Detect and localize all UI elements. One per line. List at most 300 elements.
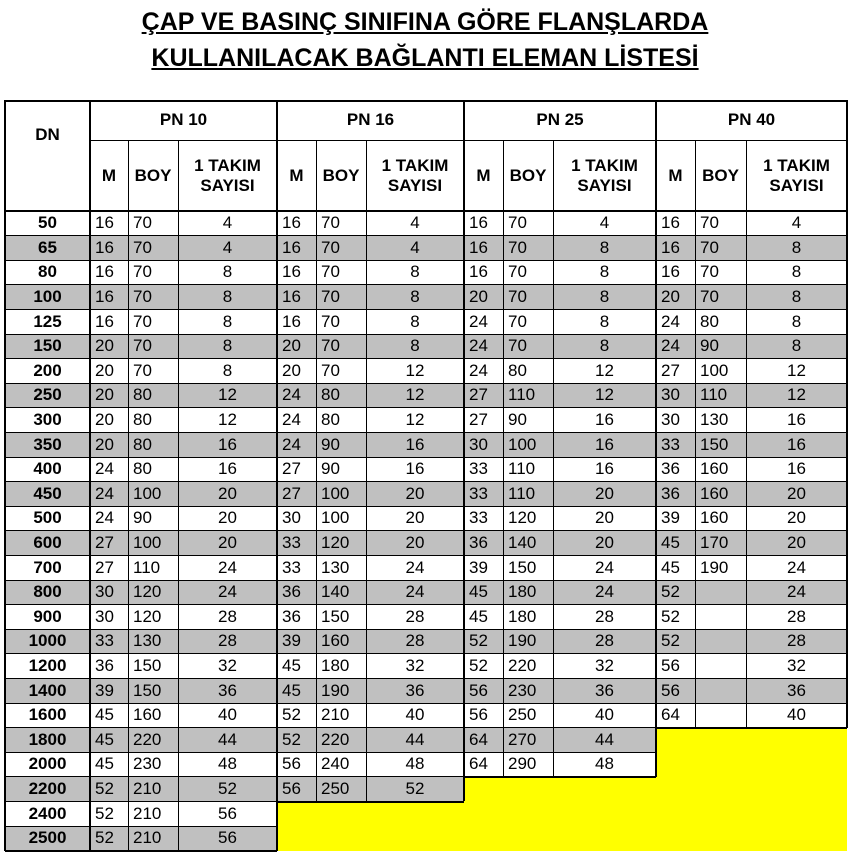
grid-line xyxy=(656,481,847,482)
grid-line xyxy=(464,776,656,778)
boy-value xyxy=(695,654,746,679)
grid-line xyxy=(90,235,277,236)
boy-value: 70 xyxy=(508,213,527,233)
takim-sayisi-value: 24 xyxy=(595,557,614,577)
m-value: 16 xyxy=(469,262,488,282)
m-value: 45 xyxy=(469,582,488,602)
boy-value xyxy=(695,678,746,703)
grid-line xyxy=(656,580,847,581)
grid-line xyxy=(656,653,847,654)
grid-line xyxy=(276,100,278,211)
boy-value: 190 xyxy=(700,557,729,577)
m-value: 64 xyxy=(661,705,680,725)
grid-line xyxy=(464,604,656,605)
takim-sayisi-value: 8 xyxy=(222,311,233,331)
m-value: 56 xyxy=(282,754,301,774)
m-value: 45 xyxy=(661,557,680,577)
m-value: 36 xyxy=(469,533,488,553)
grid-line xyxy=(4,211,6,851)
grid-line xyxy=(656,678,847,679)
grid-line xyxy=(5,235,90,236)
grid-line xyxy=(5,801,90,802)
takim-sayisi-value: 56 xyxy=(218,803,237,823)
grid-line xyxy=(695,211,696,728)
grid-line xyxy=(656,407,847,408)
boy-value: 140 xyxy=(508,533,537,553)
row-background xyxy=(277,801,464,826)
takim-sayisi-value: 12 xyxy=(595,385,614,405)
grid-line xyxy=(90,432,277,433)
grid-line xyxy=(90,580,277,581)
m-value: 16 xyxy=(282,287,301,307)
m-value: 27 xyxy=(282,459,301,479)
m-value: 16 xyxy=(282,213,301,233)
boy-value: 70 xyxy=(133,311,152,331)
boy-value: 120 xyxy=(321,533,350,553)
grid-line xyxy=(316,211,317,801)
grid-line xyxy=(366,211,367,801)
grid-line xyxy=(656,457,847,458)
grid-line xyxy=(90,629,277,630)
grid-line xyxy=(90,653,277,654)
boy-value: 70 xyxy=(321,237,340,257)
grid-line xyxy=(746,140,747,211)
boy-value: 130 xyxy=(321,557,350,577)
m-value: 64 xyxy=(469,729,488,749)
takim-sayisi-value: 20 xyxy=(218,533,237,553)
grid-line xyxy=(277,334,464,335)
dn-value: 150 xyxy=(33,336,62,356)
takim-sayisi-value: 16 xyxy=(595,459,614,479)
grid-line xyxy=(655,211,657,777)
takim-sayisi-value: 12 xyxy=(787,385,806,405)
takim-sayisi-value: 16 xyxy=(405,434,425,454)
m-value: 45 xyxy=(95,754,114,774)
grid-line xyxy=(277,309,464,310)
takim-sayisi-value: 12 xyxy=(595,360,614,380)
grid-line xyxy=(277,678,464,679)
takim-sayisi-value: 20 xyxy=(218,483,237,503)
grid-line xyxy=(5,309,90,310)
grid-line xyxy=(746,211,747,728)
grid-line xyxy=(5,383,90,384)
sub-header-takim-sayisi: 1 TAKIM SAYISI xyxy=(763,155,830,195)
grid-line xyxy=(90,407,277,408)
grid-line xyxy=(5,826,90,827)
grid-line xyxy=(277,801,464,803)
grid-line xyxy=(5,457,90,458)
boy-value: 230 xyxy=(133,754,162,774)
takim-sayisi-value: 36 xyxy=(405,680,425,700)
takim-sayisi-value: 8 xyxy=(410,262,420,282)
grid-line xyxy=(90,260,277,261)
sub-header-m: M xyxy=(101,165,117,185)
takim-sayisi-value: 16 xyxy=(787,459,806,479)
boy-value: 80 xyxy=(700,311,719,331)
takim-sayisi-value: 28 xyxy=(405,631,425,651)
group-header-pn16: PN 16 xyxy=(346,110,395,129)
boy-value: 70 xyxy=(321,287,340,307)
grid-line xyxy=(5,100,847,102)
grid-line xyxy=(464,457,656,458)
takim-sayisi-value: 20 xyxy=(405,533,425,553)
takim-sayisi-value: 40 xyxy=(218,705,237,725)
takim-sayisi-value: 16 xyxy=(218,459,237,479)
grid-line xyxy=(553,211,554,777)
sub-header-boy: BOY xyxy=(509,165,547,185)
grid-line xyxy=(90,284,277,285)
grid-line xyxy=(464,383,656,384)
boy-value: 130 xyxy=(700,410,729,430)
grid-line xyxy=(277,260,464,261)
grid-line xyxy=(89,100,91,211)
m-value: 36 xyxy=(282,606,301,626)
boy-value: 150 xyxy=(508,557,537,577)
grid-line xyxy=(90,678,277,679)
takim-sayisi-value: 24 xyxy=(218,557,237,577)
grid-line xyxy=(276,211,278,851)
grid-line xyxy=(90,506,277,507)
m-value: 16 xyxy=(95,213,114,233)
takim-sayisi-value: 36 xyxy=(595,680,614,700)
takim-sayisi-value: 12 xyxy=(787,360,806,380)
boy-value: 90 xyxy=(321,459,340,479)
grid-line xyxy=(5,629,90,630)
takim-sayisi-value: 12 xyxy=(405,360,425,380)
m-value: 20 xyxy=(95,360,114,380)
grid-line xyxy=(464,284,656,285)
takim-sayisi-value: 16 xyxy=(595,434,614,454)
takim-sayisi-value: 20 xyxy=(787,483,806,503)
m-value: 52 xyxy=(95,779,114,799)
boy-value: 250 xyxy=(321,779,350,799)
boy-value: 70 xyxy=(133,237,152,257)
grid-line xyxy=(5,555,90,556)
boy-value: 70 xyxy=(508,311,527,331)
dn-value: 65 xyxy=(38,237,57,257)
grid-line xyxy=(277,407,464,408)
grid-line xyxy=(553,140,554,211)
m-value: 33 xyxy=(469,508,488,528)
grid-line xyxy=(277,432,464,433)
dn-value: 300 xyxy=(33,410,62,430)
m-value: 39 xyxy=(661,508,680,528)
grid-line xyxy=(90,457,277,458)
grid-line xyxy=(464,530,656,531)
m-value: 24 xyxy=(95,483,114,503)
m-value: 45 xyxy=(95,729,114,749)
boy-value: 160 xyxy=(133,705,162,725)
grid-line xyxy=(463,211,465,801)
grid-line xyxy=(90,850,277,852)
m-value: 36 xyxy=(661,459,680,479)
takim-sayisi-value: 32 xyxy=(405,656,425,676)
takim-sayisi-value: 56 xyxy=(218,828,237,848)
takim-sayisi-value: 8 xyxy=(599,262,610,282)
boy-value xyxy=(695,605,746,630)
boy-value: 270 xyxy=(508,729,537,749)
grid-line xyxy=(656,260,847,261)
dn-value: 700 xyxy=(33,557,62,577)
sub-header-m: M xyxy=(476,165,491,185)
grid-line xyxy=(656,506,847,507)
group-header-pn40: PN 40 xyxy=(727,110,776,129)
boy-value: 70 xyxy=(321,311,340,331)
takim-sayisi-value: 8 xyxy=(599,287,610,307)
row-background xyxy=(464,826,656,851)
document-title-line-1: ÇAP VE BASINÇ SINIFINA GÖRE FLANŞLARDA xyxy=(141,8,709,36)
m-value: 27 xyxy=(469,410,488,430)
takim-sayisi-value: 44 xyxy=(595,729,614,749)
grid-line xyxy=(5,210,847,212)
grid-line xyxy=(5,260,90,261)
grid-line xyxy=(656,284,847,285)
grid-line xyxy=(656,334,847,335)
grid-line xyxy=(464,752,656,753)
grid-line xyxy=(846,100,848,211)
m-value: 16 xyxy=(282,237,301,257)
takim-sayisi-value: 8 xyxy=(410,287,420,307)
takim-sayisi-value: 8 xyxy=(791,336,802,356)
grid-line xyxy=(277,653,464,654)
grid-line xyxy=(90,140,847,141)
grid-line xyxy=(656,309,847,310)
m-value: 16 xyxy=(282,262,301,282)
takim-sayisi-value: 44 xyxy=(405,729,425,749)
grid-line xyxy=(5,506,90,507)
grid-line xyxy=(5,752,90,753)
takim-sayisi-value: 40 xyxy=(595,705,614,725)
boy-value: 80 xyxy=(321,385,340,405)
boy-value: 80 xyxy=(133,385,152,405)
sub-header-m: M xyxy=(668,165,683,185)
takim-sayisi-value: 4 xyxy=(791,213,802,233)
dn-value: 600 xyxy=(33,533,62,553)
m-value: 24 xyxy=(469,311,488,331)
takim-sayisi-value: 24 xyxy=(405,582,425,602)
m-value: 24 xyxy=(282,385,301,405)
boy-value: 220 xyxy=(508,656,537,676)
takim-sayisi-value: 24 xyxy=(218,582,237,602)
boy-value: 70 xyxy=(321,213,340,233)
m-value: 20 xyxy=(95,385,114,405)
row-background xyxy=(656,728,847,753)
boy-value: 70 xyxy=(700,213,719,233)
grid-line xyxy=(464,334,656,335)
m-value: 27 xyxy=(95,533,114,553)
takim-sayisi-value: 8 xyxy=(222,360,233,380)
takim-sayisi-value: 12 xyxy=(218,385,237,405)
grid-line xyxy=(5,530,90,531)
takim-sayisi-value: 24 xyxy=(787,582,806,602)
boy-value: 230 xyxy=(508,680,537,700)
takim-sayisi-value: 20 xyxy=(787,508,806,528)
takim-sayisi-value: 28 xyxy=(218,606,237,626)
boy-value: 190 xyxy=(321,680,350,700)
boy-value: 140 xyxy=(321,582,350,602)
m-value: 16 xyxy=(95,262,114,282)
takim-sayisi-value: 28 xyxy=(595,631,614,651)
takim-sayisi-value: 20 xyxy=(595,508,614,528)
boy-value: 70 xyxy=(700,237,719,257)
boy-value: 160 xyxy=(700,483,729,503)
boy-value: 120 xyxy=(508,508,537,528)
grid-line xyxy=(464,580,656,581)
grid-line xyxy=(90,309,277,310)
m-value: 33 xyxy=(469,459,488,479)
m-value: 16 xyxy=(469,213,488,233)
boy-value: 70 xyxy=(133,213,152,233)
m-value: 52 xyxy=(469,656,488,676)
takim-sayisi-value: 24 xyxy=(405,557,425,577)
group-header-pn25: PN 25 xyxy=(536,110,584,129)
m-value: 24 xyxy=(469,336,488,356)
boy-value: 160 xyxy=(321,631,350,651)
m-value: 52 xyxy=(469,631,488,651)
dn-value: 1600 xyxy=(28,705,67,725)
boy-value: 160 xyxy=(700,459,729,479)
boy-value: 210 xyxy=(133,803,162,823)
takim-sayisi-value: 48 xyxy=(218,754,237,774)
grid-line xyxy=(178,211,179,851)
m-value: 52 xyxy=(661,582,680,602)
m-value: 30 xyxy=(95,582,114,602)
takim-sayisi-value: 16 xyxy=(218,434,237,454)
dn-value: 2200 xyxy=(28,779,67,799)
sub-header-takim-sayisi: 1 TAKIM SAYISI xyxy=(194,155,261,195)
takim-sayisi-value: 32 xyxy=(218,656,237,676)
takim-sayisi-value: 8 xyxy=(410,311,420,331)
m-value: 56 xyxy=(661,680,680,700)
grid-line xyxy=(464,309,656,310)
m-value: 45 xyxy=(469,606,488,626)
takim-sayisi-value: 28 xyxy=(787,606,806,626)
m-value: 33 xyxy=(661,434,680,454)
takim-sayisi-value: 16 xyxy=(787,434,806,454)
grid-line xyxy=(464,260,656,261)
boy-value: 70 xyxy=(321,360,340,380)
grid-line xyxy=(656,358,847,359)
grid-line xyxy=(277,506,464,507)
boy-value: 110 xyxy=(508,483,536,503)
m-value: 52 xyxy=(661,631,680,651)
dn-value: 350 xyxy=(33,434,62,454)
boy-value: 70 xyxy=(508,262,527,282)
row-background xyxy=(656,752,847,777)
takim-sayisi-value: 8 xyxy=(222,287,233,307)
grid-line xyxy=(90,383,277,384)
m-value: 16 xyxy=(282,311,301,331)
grid-line xyxy=(464,703,656,704)
grid-line xyxy=(5,432,90,433)
takim-sayisi-value: 20 xyxy=(595,483,614,503)
boy-value: 70 xyxy=(508,336,527,356)
takim-sayisi-value: 8 xyxy=(222,262,233,282)
takim-sayisi-value: 44 xyxy=(218,729,237,749)
boy-value: 100 xyxy=(700,360,729,380)
grid-line xyxy=(656,432,847,433)
m-value: 24 xyxy=(661,311,680,331)
boy-value: 110 xyxy=(700,385,728,405)
row-background xyxy=(464,801,656,826)
m-value: 30 xyxy=(469,434,488,454)
dn-value: 80 xyxy=(38,262,57,282)
group-header-pn10: PN 10 xyxy=(159,110,208,129)
grid-line xyxy=(656,727,847,729)
m-value: 24 xyxy=(95,508,114,528)
grid-line xyxy=(277,604,464,605)
m-value: 16 xyxy=(95,237,114,257)
m-value: 20 xyxy=(95,434,114,454)
boy-value: 150 xyxy=(700,434,729,454)
dn-value: 450 xyxy=(33,483,62,503)
grid-line xyxy=(655,100,657,211)
takim-sayisi-value: 20 xyxy=(595,533,614,553)
boy-value: 110 xyxy=(508,459,536,479)
m-value: 33 xyxy=(469,483,488,503)
boy-value: 70 xyxy=(700,287,719,307)
grid-line xyxy=(90,752,277,753)
takim-sayisi-value: 16 xyxy=(595,410,614,430)
grid-line xyxy=(90,801,277,802)
m-value: 24 xyxy=(469,360,488,380)
grid-line xyxy=(656,555,847,556)
takim-sayisi-value: 12 xyxy=(405,385,425,405)
grid-line xyxy=(90,727,277,728)
boy-value xyxy=(695,629,746,654)
grid-line xyxy=(5,727,90,728)
takim-sayisi-value: 36 xyxy=(787,680,806,700)
m-value: 36 xyxy=(282,582,301,602)
boy-value: 70 xyxy=(133,360,152,380)
m-value: 27 xyxy=(469,385,488,405)
boy-value: 90 xyxy=(321,434,340,454)
grid-line xyxy=(656,383,847,384)
grid-line xyxy=(464,407,656,408)
takim-sayisi-value: 24 xyxy=(595,582,614,602)
boy-value: 210 xyxy=(321,705,350,725)
takim-sayisi-value: 48 xyxy=(405,754,425,774)
m-value: 30 xyxy=(661,410,680,430)
grid-line xyxy=(277,481,464,482)
boy-value: 70 xyxy=(133,262,152,282)
grid-line xyxy=(277,235,464,236)
boy-value: 90 xyxy=(508,410,527,430)
m-value: 33 xyxy=(95,631,114,651)
m-value: 39 xyxy=(282,631,301,651)
m-value: 16 xyxy=(661,262,680,282)
m-value: 36 xyxy=(95,656,114,676)
m-value: 56 xyxy=(469,680,488,700)
grid-line xyxy=(5,481,90,482)
takim-sayisi-value: 36 xyxy=(218,680,237,700)
m-value: 36 xyxy=(661,483,680,503)
grid-line xyxy=(277,358,464,359)
grid-line xyxy=(277,776,464,777)
boy-value: 170 xyxy=(700,533,729,553)
boy-value: 80 xyxy=(321,410,340,430)
takim-sayisi-value: 32 xyxy=(787,656,806,676)
grid-line xyxy=(5,407,90,408)
m-value: 16 xyxy=(95,311,114,331)
dn-value: 1000 xyxy=(28,631,67,651)
takim-sayisi-value: 4 xyxy=(599,213,610,233)
grid-line xyxy=(464,235,656,236)
takim-sayisi-value: 28 xyxy=(787,631,806,651)
m-value: 33 xyxy=(282,557,301,577)
sub-header-boy: BOY xyxy=(134,165,172,185)
boy-value: 210 xyxy=(133,779,162,799)
